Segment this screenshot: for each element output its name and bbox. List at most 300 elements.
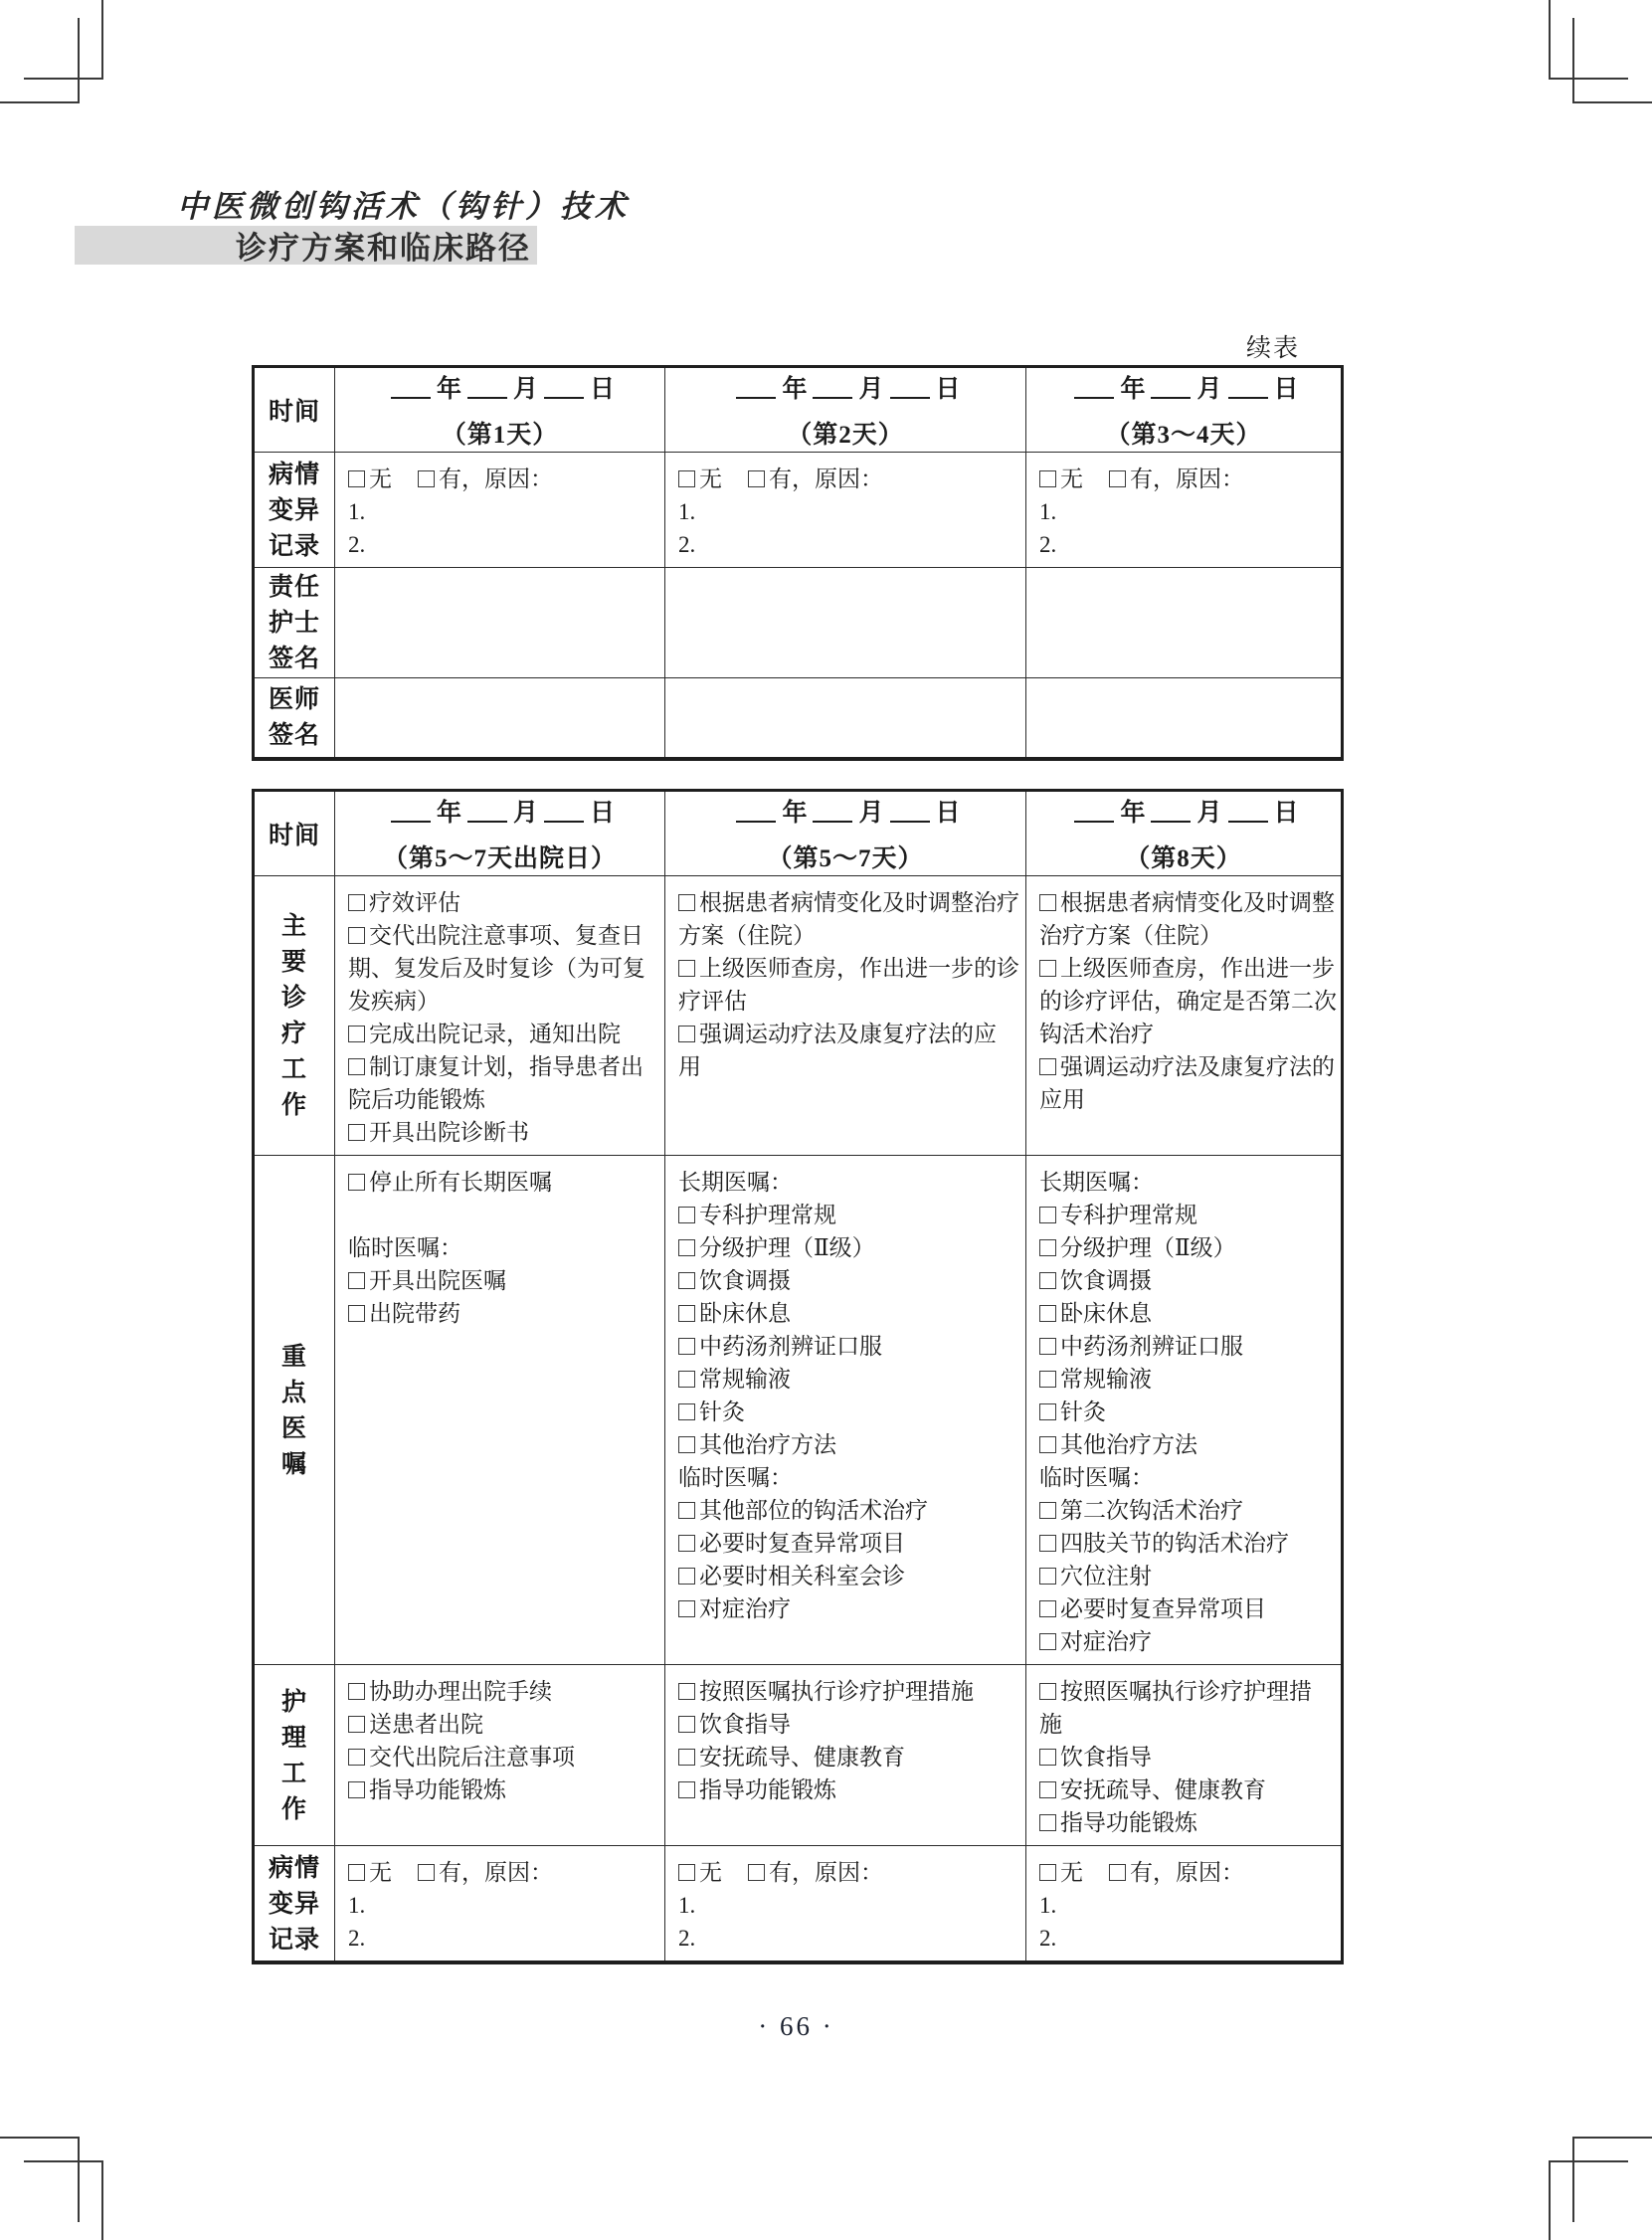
checkbox-icon [1039, 1535, 1056, 1552]
cell-text: 1. [678, 499, 696, 524]
checkbox-icon [1039, 1633, 1056, 1650]
cell-segment [1039, 1926, 1056, 1951]
t1-doctor-signature-label [254, 678, 335, 759]
cell-text: 无 [369, 467, 392, 491]
t2-main-treatment-col3-cell [1026, 876, 1343, 1156]
day-char: 日 [590, 376, 616, 403]
cell-segment [1109, 467, 1244, 491]
label-line: 医师 [268, 685, 320, 714]
cell-line [348, 1018, 660, 1050]
day-char: 日 [590, 800, 616, 827]
checkbox-icon [678, 1781, 695, 1798]
t1-doctor-signature-day2-cell [665, 678, 1026, 759]
label-line: 主 [280, 912, 307, 940]
cell-line [1039, 1494, 1337, 1527]
date-line [666, 793, 1024, 829]
checkbox-icon [1039, 1568, 1056, 1585]
date-line [336, 793, 663, 829]
cell-line [348, 1922, 660, 1955]
day-char: 日 [1273, 376, 1299, 403]
cell-segment [348, 1679, 552, 1704]
cell-segment [678, 1745, 905, 1770]
checkbox-icon [1039, 1436, 1056, 1453]
t2-nursing-work-col1-cell [335, 1665, 665, 1846]
t2-main-treatment-col1-cell [335, 876, 665, 1156]
checkbox-icon [678, 1305, 695, 1322]
cell-line [1039, 1856, 1337, 1889]
cell-text: 必要时复查异常项目 [699, 1531, 905, 1556]
checkbox-icon [1039, 1338, 1056, 1355]
cell-segment [348, 532, 365, 557]
cell-segment [418, 1860, 553, 1885]
cell-text: 根据患者病情变化及时调整治疗方案（住院） [678, 890, 1019, 948]
cell-text: 完成出院记录，通知出院 [369, 1022, 621, 1046]
date-blank-year [1074, 377, 1114, 399]
cell-segment [678, 1400, 745, 1424]
label-line: 变异 [268, 1889, 320, 1918]
cell-line [678, 1428, 1021, 1461]
cell-text: 无 [1060, 1860, 1083, 1885]
cell-segment [1039, 1893, 1056, 1918]
cell-line [348, 1297, 660, 1330]
cell-text: 对症治疗 [699, 1596, 791, 1621]
t1-variation-day2-cell [665, 453, 1026, 568]
date-blank-month [813, 801, 852, 823]
cell-segment [678, 890, 1019, 948]
date-blank-month [467, 801, 507, 823]
checkbox-icon [1039, 1305, 1056, 1322]
cell-segment [1039, 1235, 1236, 1260]
cell-line [678, 1527, 1021, 1560]
cell-line [678, 1889, 1021, 1922]
date-blank-day [890, 801, 930, 823]
cell-line [1039, 1806, 1337, 1839]
checkbox-icon [678, 1403, 695, 1420]
cell-text: 长期医嘱： [1039, 1170, 1154, 1195]
cell-line [678, 1856, 1021, 1889]
cell-segment [748, 467, 883, 491]
checkbox-icon [348, 1124, 365, 1141]
checkbox-icon [678, 1683, 695, 1700]
cell-text: 1. [348, 499, 366, 524]
cell-line [1039, 1625, 1337, 1658]
checkbox-icon [348, 1864, 365, 1881]
cell-line [348, 1741, 660, 1773]
cell-text: 1. [1039, 1893, 1057, 1918]
checkbox-icon [678, 1535, 695, 1552]
cell-segment [1039, 956, 1337, 1046]
cell-segment [348, 1301, 460, 1326]
cell-segment [678, 1860, 722, 1885]
cell-segment [678, 1679, 974, 1704]
cell-segment [348, 1712, 483, 1737]
checkbox-icon [678, 894, 695, 911]
date-blank-day [1228, 377, 1268, 399]
cell-segment [678, 1432, 836, 1457]
day-range-label: （第8天） [1125, 845, 1242, 872]
label-line: 签名 [268, 721, 320, 750]
t2-key-orders-label [254, 1156, 335, 1665]
cell-segment [1039, 1531, 1289, 1556]
cell-line [1039, 1363, 1337, 1396]
cell-line [678, 1922, 1021, 1955]
checkbox-icon [348, 470, 365, 487]
cell-segment [678, 1926, 695, 1951]
label-line: 要 [280, 948, 307, 976]
cell-line [1039, 528, 1337, 561]
date-blank-day [890, 377, 930, 399]
cell-line [1039, 1922, 1337, 1955]
t2-header-day8 [1026, 791, 1343, 876]
t1-variation-days3-4-cell [1026, 453, 1343, 568]
cell-text: 第二次钩活术治疗 [1060, 1498, 1243, 1523]
cell-text: 2. [678, 1926, 696, 1951]
checkbox-icon [678, 1338, 695, 1355]
crop-mark-top-right-inner [1572, 18, 1652, 103]
cell-line [348, 886, 660, 919]
day-range-label: （第2天） [787, 422, 904, 449]
cell-text: 有，原因： [1130, 1860, 1244, 1885]
checkbox-icon [348, 927, 365, 944]
checkbox-icon [678, 1436, 695, 1453]
cell-text: 有，原因： [439, 1860, 553, 1885]
cell-text: 临时医嘱： [1039, 1465, 1154, 1490]
t1-time-label-cell: 时间 [254, 367, 335, 453]
date-blank-day [544, 801, 584, 823]
cell-segment [348, 1893, 365, 1918]
continued-table-label: 续表 [1246, 335, 1301, 362]
cell-segment [1039, 532, 1056, 557]
cell-line [348, 1264, 660, 1297]
checkbox-icon [678, 1749, 695, 1766]
checkbox-icon [348, 1749, 365, 1766]
year-char: 年 [436, 376, 461, 403]
label-line: 作 [280, 1091, 307, 1119]
cell-segment [678, 1022, 997, 1079]
cell-text: 开具出院诊断书 [369, 1120, 529, 1145]
cell-line [678, 1675, 1021, 1708]
cell-line [1039, 1297, 1337, 1330]
cell-segment [1039, 1301, 1152, 1326]
cell-line [1039, 1675, 1337, 1741]
date-blank-year [391, 801, 431, 823]
cell-line [678, 1231, 1021, 1264]
checkbox-icon [1039, 1207, 1056, 1223]
checkbox-icon [1039, 894, 1056, 911]
t2-variation-col1-cell [335, 1846, 665, 1963]
t1-header-days3-4 [1026, 367, 1343, 453]
cell-text: 分级护理（Ⅱ级） [699, 1235, 875, 1260]
cell-text: 有，原因： [769, 1860, 883, 1885]
cell-segment [1039, 890, 1335, 948]
t1-variation-day1-cell [335, 453, 665, 568]
cell-text: 按照医嘱执行诊疗护理措施 [699, 1679, 974, 1704]
cell-segment [678, 499, 695, 524]
label-line: 作 [280, 1794, 307, 1823]
cell-text: 开具出院医嘱 [369, 1268, 506, 1293]
cell-segment [348, 923, 645, 1014]
label-line: 记录 [268, 531, 320, 560]
cell-text: 指导功能锻炼 [369, 1777, 506, 1802]
cell-line [348, 495, 660, 528]
cell-segment [678, 1235, 875, 1260]
date-line [666, 369, 1024, 405]
cell-segment [1109, 1860, 1244, 1885]
cell-text: 1. [678, 1893, 696, 1918]
label-line: 工 [280, 1759, 307, 1787]
t2-key-orders-col3-cell [1026, 1156, 1343, 1665]
date-blank-year [391, 377, 431, 399]
checkbox-icon [678, 1864, 695, 1881]
checkbox-icon [348, 894, 365, 911]
cell-text: 长期医嘱： [678, 1170, 793, 1195]
cell-line [678, 1560, 1021, 1592]
cell-line [348, 1231, 660, 1264]
cell-segment [1039, 1203, 1197, 1227]
cell-line [678, 1708, 1021, 1741]
cell-segment [348, 1745, 575, 1770]
cell-line [348, 528, 660, 561]
day-range-label: （第1天） [441, 422, 559, 449]
cell-text: 其他治疗方法 [699, 1432, 836, 1457]
checkbox-icon [348, 1026, 365, 1042]
cell-segment [678, 1367, 791, 1392]
t2-header-days5-7 [665, 791, 1026, 876]
cell-line [348, 1199, 660, 1231]
cell-text: 饮食指导 [699, 1712, 791, 1737]
cell-text: 无 [699, 1860, 722, 1885]
cell-text: 无 [1060, 467, 1083, 491]
cell-text: 专科护理常规 [699, 1203, 836, 1227]
cell-text: 穴位注射 [1060, 1564, 1152, 1588]
checkbox-icon [1039, 1371, 1056, 1388]
cell-segment [678, 1777, 836, 1802]
cell-line [678, 1166, 1021, 1199]
t1-nurse-signature-label [254, 568, 335, 678]
t1-header-day1 [335, 367, 665, 453]
checkbox-icon [1039, 1683, 1056, 1700]
cell-segment [1039, 1745, 1152, 1770]
cell-segment [348, 1926, 365, 1951]
checkbox-icon [678, 1568, 695, 1585]
cell-text: 有，原因： [1130, 467, 1244, 491]
cell-line [1039, 463, 1337, 495]
label-line: 变异 [268, 495, 320, 524]
cell-line [678, 1018, 1021, 1083]
checkbox-icon [348, 1174, 365, 1191]
cell-segment [348, 1860, 392, 1885]
cell-line [1039, 1264, 1337, 1297]
checkbox-icon [348, 1272, 365, 1289]
checkbox-icon [1039, 1502, 1056, 1519]
cell-text: 无 [699, 467, 722, 491]
crop-mark-top-left-inner [0, 18, 80, 103]
cell-line [678, 463, 1021, 495]
cell-text: 制订康复计划，指导患者出院后功能锻炼 [348, 1054, 643, 1112]
cell-text: 必要时复查异常项目 [1060, 1596, 1266, 1621]
checkbox-icon [678, 1600, 695, 1617]
cell-text: 中药汤剂辨证口服 [1060, 1334, 1243, 1359]
cell-line [1039, 1527, 1337, 1560]
cell-text: 指导功能锻炼 [699, 1777, 836, 1802]
cell-line [678, 1494, 1021, 1527]
month-char: 月 [512, 376, 538, 403]
label-line: 病情 [268, 1853, 320, 1882]
cell-segment [348, 1777, 506, 1802]
cell-text: 上级医师查房，作出进一步的诊疗评估 [678, 956, 1019, 1014]
cell-line [1039, 1428, 1337, 1461]
cell-segment [1039, 1596, 1266, 1621]
book-title: 中医微创钩活术（钩针）技术 [177, 189, 630, 224]
cell-segment [1039, 1432, 1197, 1457]
cell-segment [678, 1170, 793, 1195]
cell-line [1039, 1592, 1337, 1625]
cell-line [348, 1773, 660, 1806]
cell-text: 2. [1039, 532, 1057, 557]
t2-key-orders-col2-cell [665, 1156, 1026, 1665]
cell-text: 按照医嘱执行诊疗护理措施 [1039, 1679, 1312, 1737]
cell-segment [678, 1465, 793, 1490]
cell-text: 饮食指导 [1060, 1745, 1152, 1770]
checkbox-icon [1039, 1600, 1056, 1617]
checkbox-icon [748, 470, 765, 487]
cell-line [348, 1116, 660, 1149]
cell-text: 卧床休息 [699, 1301, 791, 1326]
cell-segment [1039, 1367, 1152, 1392]
date-blank-month [1151, 801, 1191, 823]
t2-header-days5-7-discharge [335, 791, 665, 876]
t1-variation-record-label [254, 453, 335, 568]
cell-segment [1039, 1498, 1243, 1523]
cell-line [1039, 952, 1337, 1050]
cell-segment [1039, 1629, 1152, 1654]
checkbox-icon [678, 1272, 695, 1289]
cell-segment [348, 1022, 621, 1046]
checkbox-icon [1039, 1272, 1056, 1289]
cell-text: 疗效评估 [369, 890, 460, 915]
cell-line [1039, 1199, 1337, 1231]
cell-text: 中药汤剂辨证口服 [699, 1334, 882, 1359]
cell-text: 1. [348, 1893, 366, 1918]
date-line [1027, 369, 1340, 405]
clinical-pathway-table-days1-4 [252, 365, 1344, 761]
cell-text: 必要时相关科室会诊 [699, 1564, 905, 1588]
cell-line [678, 495, 1021, 528]
cell-line [1039, 1166, 1337, 1199]
cell-segment [678, 532, 695, 557]
cell-line [348, 463, 660, 495]
t2-main-treatment-label [254, 876, 335, 1156]
day-range-label: （第3～4天） [1105, 422, 1262, 449]
date-line [336, 369, 663, 405]
month-char: 月 [858, 800, 884, 827]
cell-text: 针灸 [699, 1400, 745, 1424]
cell-segment [348, 1120, 529, 1145]
page-number: · 66 · [758, 2011, 834, 2041]
cell-segment [348, 1235, 462, 1260]
date-blank-year [736, 801, 776, 823]
cell-segment [678, 467, 722, 491]
cell-text: 交代出院注意事项、复查日期、复发后及时复诊（为可复发疾病） [348, 923, 645, 1014]
cell-line [678, 1297, 1021, 1330]
checkbox-icon [678, 1207, 695, 1223]
cell-text: 四肢关节的钩活术治疗 [1060, 1531, 1289, 1556]
cell-segment [348, 1268, 506, 1293]
month-char: 月 [858, 376, 884, 403]
date-blank-year [1074, 801, 1114, 823]
cell-segment [1039, 1170, 1154, 1195]
month-char: 月 [512, 800, 538, 827]
date-blank-month [467, 377, 507, 399]
label-line: 重 [280, 1342, 307, 1371]
cell-segment [678, 1301, 791, 1326]
cell-segment [678, 956, 1019, 1014]
cell-text: 安抚疏导、健康教育 [699, 1745, 905, 1770]
cell-segment [678, 1334, 882, 1359]
cell-segment [678, 1203, 836, 1227]
checkbox-icon [1039, 1781, 1056, 1798]
year-char: 年 [782, 800, 808, 827]
cell-line [1039, 886, 1337, 952]
cell-line [678, 1264, 1021, 1297]
label-line: 医 [280, 1413, 307, 1442]
label-line: 嘱 [280, 1449, 307, 1478]
cell-line [1039, 1396, 1337, 1428]
checkbox-icon [678, 960, 695, 977]
cell-segment [1039, 1810, 1197, 1835]
cell-text: 停止所有长期医嘱 [369, 1170, 552, 1195]
cell-line [1039, 1330, 1337, 1363]
label-line: 工 [280, 1055, 307, 1083]
cell-segment [418, 467, 553, 491]
cell-text: 饮食调摄 [699, 1268, 791, 1293]
crop-mark-bottom-left-inner [0, 2137, 80, 2222]
cell-segment [1039, 1679, 1312, 1737]
t2-variation-col3-cell [1026, 1846, 1343, 1963]
checkbox-icon [348, 1781, 365, 1798]
cell-line [348, 1050, 660, 1116]
date-blank-month [813, 377, 852, 399]
cell-segment [678, 1564, 905, 1588]
cell-text: 有，原因： [769, 467, 883, 491]
cell-text: 临时医嘱： [678, 1465, 793, 1490]
cell-line [678, 1773, 1021, 1806]
cell-line [678, 528, 1021, 561]
t1-nurse-signature-day2-cell [665, 568, 1026, 678]
date-blank-day [1228, 801, 1268, 823]
chapter-title: 诊疗方案和临床路径 [236, 231, 531, 266]
label-line: 记录 [268, 1925, 320, 1954]
day-range-label: （第5～7天出院日） [382, 845, 617, 872]
month-char: 月 [1196, 800, 1222, 827]
cell-text: 其他治疗方法 [1060, 1432, 1197, 1457]
cell-segment [348, 499, 365, 524]
cell-text: 2. [678, 532, 696, 557]
checkbox-icon [678, 1716, 695, 1733]
cell-line [678, 1199, 1021, 1231]
cell-line [348, 1166, 660, 1199]
cell-segment [678, 1893, 695, 1918]
cell-line [1039, 1773, 1337, 1806]
checkbox-icon [1039, 960, 1056, 977]
checkbox-icon [678, 1026, 695, 1042]
cell-segment [1039, 1400, 1106, 1424]
year-char: 年 [1120, 800, 1146, 827]
t1-doctor-signature-days3-4-cell [1026, 678, 1343, 759]
cell-text: 上级医师查房，作出进一步的诊疗评估，确定是否第二次钩活术治疗 [1039, 956, 1337, 1046]
cell-segment [748, 1860, 883, 1885]
cell-line [678, 1396, 1021, 1428]
